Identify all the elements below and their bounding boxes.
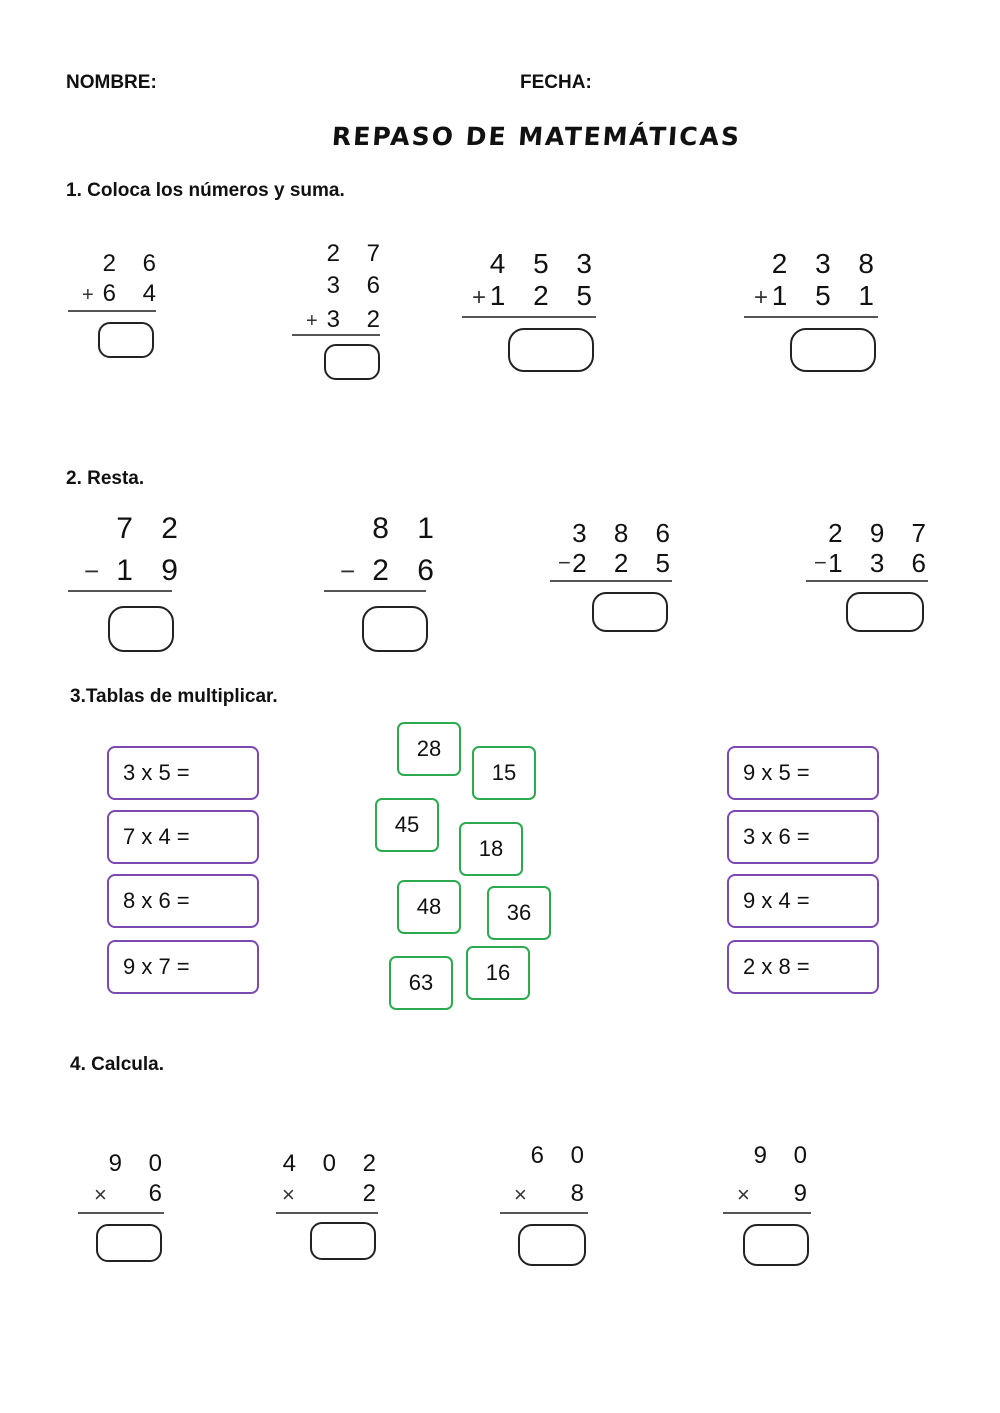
answer-box[interactable] [743, 1224, 809, 1266]
times-sign: × [737, 1182, 750, 1207]
answer-box[interactable] [846, 592, 924, 632]
operand-bottom: 8 [570, 1180, 594, 1207]
operand-top: 9 0 [753, 1142, 817, 1169]
operand-top: 6 0 [530, 1142, 594, 1169]
plus-sign: + [472, 284, 487, 311]
times-sign: × [514, 1182, 527, 1207]
operand-top: 8 1 [372, 512, 444, 545]
section-2-heading: 2. Resta. [66, 468, 145, 489]
operand-bottom: 6 4 [102, 280, 166, 307]
subtraction-problem [68, 512, 188, 657]
times-sign: × [282, 1182, 295, 1207]
section-4-heading: 4. Calcula. [70, 1054, 164, 1075]
multiplication-card[interactable]: 3 x 6 = [727, 810, 879, 864]
answer-tile[interactable]: 15 [472, 746, 536, 800]
multiplication-card[interactable]: 3 x 5 = [107, 746, 259, 800]
sum-line [744, 316, 878, 318]
minus-sign: − [814, 550, 827, 575]
answer-box[interactable] [508, 328, 594, 372]
sum-line [68, 310, 156, 312]
answer-box[interactable] [98, 322, 154, 358]
answer-box[interactable] [96, 1224, 162, 1262]
answer-tile[interactable]: 63 [389, 956, 453, 1010]
difference-line [68, 590, 172, 592]
multiplication-card[interactable]: 8 x 6 = [107, 874, 259, 928]
minus-sign: − [340, 556, 356, 586]
operand-middle: 3 6 [326, 272, 390, 299]
multiplication-problem [723, 1142, 823, 1272]
operand-bottom: 3 2 [326, 306, 390, 333]
date-label: FECHA: [520, 72, 592, 93]
section-3-heading: 3.Tablas de multiplicar. [70, 686, 278, 707]
minus-sign: − [84, 556, 100, 586]
operand-top: 2 9 7 [828, 518, 936, 548]
answer-box[interactable] [310, 1222, 376, 1260]
minus-sign: − [558, 550, 571, 575]
product-line [78, 1212, 164, 1214]
sum-line [462, 316, 596, 318]
answer-box[interactable] [592, 592, 668, 632]
operand-bottom: 2 6 [372, 554, 444, 587]
operand-top: 4 5 3 [489, 248, 602, 279]
operand-bottom: 2 [362, 1180, 386, 1207]
plus-sign: + [754, 284, 769, 311]
answer-box[interactable] [324, 344, 380, 380]
operand-top: 4 0 2 [282, 1150, 386, 1177]
operand-top: 2 7 [326, 240, 390, 267]
answer-tile[interactable]: 36 [487, 886, 551, 940]
sum-line [292, 334, 380, 336]
subtraction-problem [550, 518, 680, 638]
operand-bottom: 6 [148, 1180, 172, 1207]
plus-sign: + [82, 284, 94, 306]
answer-tile[interactable]: 16 [466, 946, 530, 1000]
subtraction-problem [324, 512, 444, 657]
answer-box[interactable] [362, 606, 428, 652]
product-line [276, 1212, 378, 1214]
section-1-heading: 1. Coloca los números y suma. [66, 180, 345, 201]
operand-top: 2 3 8 [771, 248, 884, 279]
answer-tile[interactable]: 45 [375, 798, 439, 852]
addition-problem [744, 248, 884, 378]
difference-line [806, 580, 928, 582]
addition-problem [290, 240, 390, 385]
difference-line [324, 590, 426, 592]
answer-box[interactable] [518, 1224, 586, 1266]
name-label: NOMBRE: [66, 72, 157, 93]
operand-top: 3 8 6 [572, 518, 680, 548]
answer-tile[interactable]: 18 [459, 822, 523, 876]
multiplication-problem [78, 1150, 178, 1270]
multiplication-card[interactable]: 7 x 4 = [107, 810, 259, 864]
operand-bottom: 1 2 5 [489, 280, 602, 311]
addition-problem [66, 250, 166, 370]
difference-line [550, 580, 672, 582]
operand-bottom: 9 [793, 1180, 817, 1207]
operand-bottom: 1 3 6 [828, 548, 936, 578]
product-line [500, 1212, 588, 1214]
multiplication-card[interactable]: 9 x 7 = [107, 940, 259, 994]
operand-bottom: 2 2 5 [572, 548, 680, 578]
operand-top: 9 0 [108, 1150, 172, 1177]
multiplication-card[interactable]: 9 x 4 = [727, 874, 879, 928]
answer-tile[interactable]: 48 [397, 880, 461, 934]
page-title: REPASO DE MATEMÁTICAS [330, 122, 742, 151]
operand-top: 2 6 [102, 250, 166, 277]
answer-box[interactable] [790, 328, 876, 372]
times-sign: × [94, 1182, 107, 1207]
answer-box[interactable] [108, 606, 174, 652]
multiplication-card[interactable]: 9 x 5 = [727, 746, 879, 800]
multiplication-card[interactable]: 2 x 8 = [727, 940, 879, 994]
operand-top: 7 2 [116, 512, 188, 545]
plus-sign: + [306, 310, 318, 332]
product-line [723, 1212, 811, 1214]
addition-problem [462, 248, 602, 378]
subtraction-problem [806, 518, 936, 638]
operand-bottom: 1 9 [116, 554, 188, 587]
answer-tile[interactable]: 28 [397, 722, 461, 776]
operand-bottom: 1 5 1 [771, 280, 884, 311]
multiplication-problem [276, 1150, 386, 1270]
multiplication-problem [500, 1142, 600, 1272]
